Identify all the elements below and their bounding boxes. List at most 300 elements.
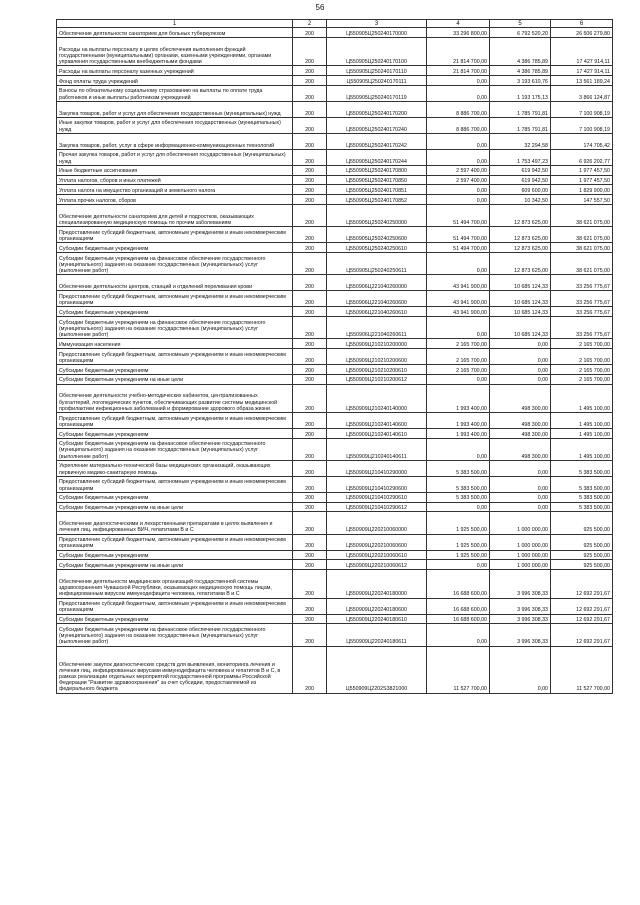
approved-amount: 0,00 bbox=[427, 149, 490, 165]
unexecuted-amount: 925 500,00 bbox=[551, 560, 613, 570]
column-header: 2 bbox=[293, 20, 327, 28]
budget-item-name: Обеспечение диагностическими и лекарственными препаратами в целях выявления и лечения лиц, инфицированных ВИЧ, гепатитами В и С bbox=[57, 512, 293, 534]
table-row bbox=[57, 243, 613, 253]
budget-item-name: Укрепление материально-технической базы медицинских организаций, оказывающих первичную медико-санитарную помощь bbox=[57, 460, 293, 476]
classification-code: Ц550905Ц250240170110 bbox=[327, 66, 427, 76]
budget-item-name: Расходы на выплаты персоналу в целях обеспечения выполнения функций государственными (муниципальными) органами, казенными учреждениями, органами управления государственными внебюджетными фондами bbox=[57, 37, 293, 65]
approved-amount: 16 688 600,00 bbox=[427, 598, 490, 614]
unexecuted-amount: 1 495 100,00 bbox=[551, 438, 613, 460]
approved-amount: 0,00 bbox=[427, 185, 490, 195]
executed-amount: 1 753 497,23 bbox=[490, 149, 551, 165]
executed-amount: 12 873 625,00 bbox=[490, 252, 551, 274]
line-code: 200 bbox=[293, 204, 327, 226]
budget-item-name: Обеспечение деятельности медицинских организаций государственной системы здравоохранения Чувашской Республики, оказывающих медицинскую помощь лицам, инфицированным вирусом иммунодефицита человека, гепатитами В и С bbox=[57, 570, 293, 598]
classification-code: Ц550909Ц220240180611 bbox=[327, 624, 427, 646]
line-code: 200 bbox=[293, 348, 327, 364]
table-row bbox=[57, 227, 613, 243]
classification-code: Ц550906Ц221040260600 bbox=[327, 291, 427, 307]
line-code: 200 bbox=[293, 614, 327, 624]
classification-code: Ц550905Ц250240250000 bbox=[327, 204, 427, 226]
approved-amount: 43 941 900,00 bbox=[427, 307, 490, 317]
budget-item-name: Предоставление субсидий бюджетным, автономным учреждениям и иным некоммерческим организациям bbox=[57, 348, 293, 364]
executed-amount: 0,00 bbox=[490, 502, 551, 512]
classification-code: Ц550909Ц220240180000 bbox=[327, 570, 427, 598]
line-code: 200 bbox=[293, 598, 327, 614]
classification-code: Ц550906Ц221040260000 bbox=[327, 275, 427, 291]
line-code: 200 bbox=[293, 227, 327, 243]
approved-amount: 1 925 500,00 bbox=[427, 512, 490, 534]
table-row bbox=[57, 339, 613, 349]
line-code: 200 bbox=[293, 534, 327, 550]
table-row bbox=[57, 165, 613, 175]
budget-item-name: Субсидии бюджетным учреждениям на финансовое обеспечение государственного (муниципального) задания на оказание государственных (муниципальных) услуг (выполнение работ) bbox=[57, 252, 293, 274]
unexecuted-amount: 2 165 700,00 bbox=[551, 348, 613, 364]
approved-amount: 2 165 700,00 bbox=[427, 339, 490, 349]
line-code: 200 bbox=[293, 66, 327, 76]
executed-amount: 10 685 124,33 bbox=[490, 275, 551, 291]
approved-amount: 21 814 700,00 bbox=[427, 66, 490, 76]
unexecuted-amount: 38 621 075,00 bbox=[551, 252, 613, 274]
table-row bbox=[57, 384, 613, 412]
classification-code: Ц550905Ц250240170000 bbox=[327, 28, 427, 38]
executed-amount: 12 873 625,00 bbox=[490, 204, 551, 226]
executed-amount: 498 300,00 bbox=[490, 428, 551, 438]
executed-amount: 1 785 791,81 bbox=[490, 117, 551, 133]
unexecuted-amount: 1 977 457,50 bbox=[551, 165, 613, 175]
approved-amount: 21 814 700,00 bbox=[427, 37, 490, 65]
budget-item-name: Субсидии бюджетным учреждениям bbox=[57, 364, 293, 374]
classification-code: Ц550905Ц250240170240 bbox=[327, 117, 427, 133]
line-code: 200 bbox=[293, 339, 327, 349]
executed-amount: 0,00 bbox=[490, 339, 551, 349]
table-row bbox=[57, 175, 613, 185]
budget-item-name: Обеспечение деятельности центров, станций и отделений переливания крови bbox=[57, 275, 293, 291]
table-row bbox=[57, 614, 613, 624]
line-code: 200 bbox=[293, 428, 327, 438]
line-code: 200 bbox=[293, 275, 327, 291]
approved-amount: 1 925 500,00 bbox=[427, 534, 490, 550]
unexecuted-amount: 3 866 124,87 bbox=[551, 85, 613, 101]
approved-amount: 51 494 700,00 bbox=[427, 243, 490, 253]
approved-amount: 0,00 bbox=[427, 316, 490, 338]
unexecuted-amount: 925 500,00 bbox=[551, 512, 613, 534]
unexecuted-amount: 925 500,00 bbox=[551, 550, 613, 560]
classification-code: Ц550909Ц210210200612 bbox=[327, 374, 427, 384]
line-code: 200 bbox=[293, 550, 327, 560]
budget-item-name: Уплата налога на имущество организаций и земельного налога bbox=[57, 185, 293, 195]
executed-amount: 0,00 bbox=[490, 492, 551, 502]
executed-amount: 0,00 bbox=[490, 348, 551, 364]
table-row bbox=[57, 374, 613, 384]
unexecuted-amount: 2 165 700,00 bbox=[551, 339, 613, 349]
line-code: 200 bbox=[293, 101, 327, 117]
executed-amount: 10 685 124,33 bbox=[490, 316, 551, 338]
approved-amount: 0,00 bbox=[427, 195, 490, 205]
unexecuted-amount: 11 527 700,00 bbox=[551, 646, 613, 693]
budget-item-name: Субсидии бюджетным учреждениям bbox=[57, 550, 293, 560]
budget-item-name: Иные закупки товаров, работ и услуг для обеспечения государственных (муниципальных) нужд bbox=[57, 117, 293, 133]
approved-amount: 11 527 700,00 bbox=[427, 646, 490, 693]
approved-amount: 0,00 bbox=[427, 438, 490, 460]
executed-amount: 3 996 308,33 bbox=[490, 598, 551, 614]
unexecuted-amount: 33 256 775,67 bbox=[551, 291, 613, 307]
unexecuted-amount: 12 692 291,67 bbox=[551, 598, 613, 614]
line-code: 200 bbox=[293, 316, 327, 338]
unexecuted-amount: 33 256 775,67 bbox=[551, 307, 613, 317]
line-code: 200 bbox=[293, 374, 327, 384]
table-row bbox=[57, 646, 613, 693]
executed-amount: 0,00 bbox=[490, 646, 551, 693]
executed-amount: 12 873 625,00 bbox=[490, 227, 551, 243]
budget-item-name: Иные бюджетные ассигнования bbox=[57, 165, 293, 175]
budget-item-name: Обеспечение деятельности санаториев для детей и подростков, оказывающих специализированную медицинскую помощь по прочим заболеваниям bbox=[57, 204, 293, 226]
table-row bbox=[57, 275, 613, 291]
unexecuted-amount: 5 383 500,00 bbox=[551, 460, 613, 476]
line-code: 200 bbox=[293, 175, 327, 185]
classification-code: Ц550909Ц210210200610 bbox=[327, 364, 427, 374]
executed-amount: 10 342,50 bbox=[490, 195, 551, 205]
unexecuted-amount: 7 100 908,19 bbox=[551, 117, 613, 133]
table-row bbox=[57, 492, 613, 502]
table-body bbox=[57, 28, 613, 694]
budget-item-name: Субсидии бюджетным учреждениям bbox=[57, 492, 293, 502]
executed-amount: 1 193 175,13 bbox=[490, 85, 551, 101]
budget-item-name: Субсидии бюджетным учреждениям bbox=[57, 243, 293, 253]
budget-item-name: Фонд оплаты труда учреждений bbox=[57, 75, 293, 85]
classification-code: Ц550905Ц250240170852 bbox=[327, 195, 427, 205]
executed-amount: 609 600,00 bbox=[490, 185, 551, 195]
classification-code: Ц550909Ц220240180610 bbox=[327, 614, 427, 624]
classification-code: Ц550905Ц250240170119 bbox=[327, 85, 427, 101]
unexecuted-amount: 12 692 291,67 bbox=[551, 624, 613, 646]
line-code: 200 bbox=[293, 85, 327, 101]
classification-code: Ц550905Ц250240170242 bbox=[327, 133, 427, 149]
budget-item-name: Иммунизация населения bbox=[57, 339, 293, 349]
table-row bbox=[57, 476, 613, 492]
classification-code: Ц550909Ц210240140611 bbox=[327, 438, 427, 460]
unexecuted-amount: 38 621 075,00 bbox=[551, 227, 613, 243]
budget-item-name: Субсидии бюджетным учреждениям на иные цели bbox=[57, 560, 293, 570]
classification-code: Ц550905Ц250240250600 bbox=[327, 227, 427, 243]
budget-item-name: Обеспечение закупок диагностических средств для выявления, мониторинга лечения и лечения лиц, инфицированных вирусами иммунодефицита человека и гепатитов В и С, в рамках реализации отдельных мероприятий государственной программы Российской Федерации "Развитие здравоохранения" за счет субсидии, предоставляемой из федерального бюджета bbox=[57, 646, 293, 693]
table-row bbox=[57, 85, 613, 101]
line-code: 200 bbox=[293, 165, 327, 175]
table-row bbox=[57, 624, 613, 646]
classification-code: Ц550905Ц250240170100 bbox=[327, 37, 427, 65]
table-row bbox=[57, 252, 613, 274]
line-code: 200 bbox=[293, 243, 327, 253]
executed-amount: 6 792 520,20 bbox=[490, 28, 551, 38]
classification-code: Ц550909Ц2202S3821000 bbox=[327, 646, 427, 693]
table-row bbox=[57, 204, 613, 226]
executed-amount: 498 300,00 bbox=[490, 384, 551, 412]
executed-amount: 0,00 bbox=[490, 460, 551, 476]
classification-code: Ц550909Ц210240140000 bbox=[327, 384, 427, 412]
line-code: 200 bbox=[293, 460, 327, 476]
line-code: 200 bbox=[293, 185, 327, 195]
approved-amount: 1 993 400,00 bbox=[427, 428, 490, 438]
unexecuted-amount: 5 383 500,00 bbox=[551, 502, 613, 512]
executed-amount: 0,00 bbox=[490, 374, 551, 384]
budget-item-name: Предоставление субсидий бюджетным, автономным учреждениям и иным некоммерческим организациям bbox=[57, 598, 293, 614]
unexecuted-amount: 2 165 700,00 bbox=[551, 374, 613, 384]
table-row bbox=[57, 316, 613, 338]
table-row bbox=[57, 66, 613, 76]
approved-amount: 0,00 bbox=[427, 560, 490, 570]
unexecuted-amount: 13 561 189,24 bbox=[551, 75, 613, 85]
classification-code: Ц550909Ц210210200000 bbox=[327, 339, 427, 349]
classification-code: Ц550906Ц221040260610 bbox=[327, 307, 427, 317]
executed-amount: 0,00 bbox=[490, 476, 551, 492]
unexecuted-amount: 33 256 775,67 bbox=[551, 275, 613, 291]
line-code: 200 bbox=[293, 364, 327, 374]
table-row bbox=[57, 570, 613, 598]
approved-amount: 1 925 500,00 bbox=[427, 550, 490, 560]
approved-amount: 33 296 800,00 bbox=[427, 28, 490, 38]
classification-code: Ц550909Ц220240180600 bbox=[327, 598, 427, 614]
column-header: 3 bbox=[327, 20, 427, 28]
executed-amount: 1 000 000,00 bbox=[490, 534, 551, 550]
unexecuted-amount: 2 165 700,00 bbox=[551, 364, 613, 374]
unexecuted-amount: 33 256 775,67 bbox=[551, 316, 613, 338]
table-row bbox=[57, 412, 613, 428]
column-number-header-row bbox=[57, 20, 613, 28]
budget-execution-table bbox=[56, 19, 613, 694]
column-header: 1 bbox=[57, 20, 293, 28]
table-row bbox=[57, 502, 613, 512]
line-code: 200 bbox=[293, 195, 327, 205]
executed-amount: 10 685 124,33 bbox=[490, 307, 551, 317]
line-code: 200 bbox=[293, 28, 327, 38]
unexecuted-amount: 925 500,00 bbox=[551, 534, 613, 550]
approved-amount: 0,00 bbox=[427, 624, 490, 646]
table-row bbox=[57, 598, 613, 614]
table-row bbox=[57, 195, 613, 205]
classification-code: Ц550909Ц210210200600 bbox=[327, 348, 427, 364]
unexecuted-amount: 17 427 914,11 bbox=[551, 37, 613, 65]
budget-item-name: Субсидии бюджетным учреждениям bbox=[57, 307, 293, 317]
approved-amount: 5 383 500,00 bbox=[427, 476, 490, 492]
approved-amount: 43 941 900,00 bbox=[427, 275, 490, 291]
approved-amount: 0,00 bbox=[427, 502, 490, 512]
executed-amount: 32 294,58 bbox=[490, 133, 551, 149]
classification-code: Ц550909Ц210410290612 bbox=[327, 502, 427, 512]
table-row bbox=[57, 149, 613, 165]
line-code: 200 bbox=[293, 502, 327, 512]
column-header: 6 bbox=[551, 20, 613, 28]
unexecuted-amount: 7 100 908,19 bbox=[551, 101, 613, 117]
unexecuted-amount: 5 383 500,00 bbox=[551, 476, 613, 492]
executed-amount: 498 300,00 bbox=[490, 412, 551, 428]
unexecuted-amount: 174 705,42 bbox=[551, 133, 613, 149]
executed-amount: 3 996 308,33 bbox=[490, 614, 551, 624]
budget-item-name: Субсидии бюджетным учреждениям на финансовое обеспечение государственного (муниципального) задания на оказание государственных (муниципальных) услуг (выполнение работ) bbox=[57, 624, 293, 646]
table-row bbox=[57, 307, 613, 317]
approved-amount: 43 941 900,00 bbox=[427, 291, 490, 307]
line-code: 200 bbox=[293, 75, 327, 85]
executed-amount: 619 942,50 bbox=[490, 175, 551, 185]
table-row bbox=[57, 550, 613, 560]
classification-code: Ц550905Ц250240250611 bbox=[327, 252, 427, 274]
line-code: 200 bbox=[293, 291, 327, 307]
budget-item-name: Закупка товаров, работ и услуг для обеспечения государственных (муниципальных) нужд bbox=[57, 101, 293, 117]
approved-amount: 1 993 400,00 bbox=[427, 412, 490, 428]
table-row bbox=[57, 291, 613, 307]
table-row bbox=[57, 428, 613, 438]
executed-amount: 619 942,50 bbox=[490, 165, 551, 175]
unexecuted-amount: 1 495 100,00 bbox=[551, 412, 613, 428]
classification-code: Ц550909Ц210240140600 bbox=[327, 412, 427, 428]
table-row bbox=[57, 364, 613, 374]
executed-amount: 1 000 000,00 bbox=[490, 550, 551, 560]
classification-code: Ц550909Ц210240140610 bbox=[327, 428, 427, 438]
classification-code: Ц550905Ц250240250610 bbox=[327, 243, 427, 253]
executed-amount: 12 873 625,00 bbox=[490, 243, 551, 253]
approved-amount: 16 688 600,00 bbox=[427, 570, 490, 598]
column-header: 5 bbox=[490, 20, 551, 28]
unexecuted-amount: 12 692 291,67 bbox=[551, 570, 613, 598]
classification-code: Ц550909Ц210410290610 bbox=[327, 492, 427, 502]
budget-item-name: Расходы на выплаты персоналу казенных учреждений bbox=[57, 66, 293, 76]
approved-amount: 0,00 bbox=[427, 75, 490, 85]
unexecuted-amount: 12 692 291,67 bbox=[551, 614, 613, 624]
budget-item-name: Субсидии бюджетным учреждениям bbox=[57, 428, 293, 438]
table-row bbox=[57, 348, 613, 364]
line-code: 200 bbox=[293, 570, 327, 598]
approved-amount: 51 494 700,00 bbox=[427, 204, 490, 226]
executed-amount: 498 300,00 bbox=[490, 438, 551, 460]
classification-code: Ц550905Ц250240170850 bbox=[327, 175, 427, 185]
table-row bbox=[57, 438, 613, 460]
approved-amount: 2 597 400,00 bbox=[427, 175, 490, 185]
table-row bbox=[57, 534, 613, 550]
budget-item-name: Обеспечение деятельности санаториев для больных туберкулезом bbox=[57, 28, 293, 38]
approved-amount: 0,00 bbox=[427, 133, 490, 149]
table-row bbox=[57, 185, 613, 195]
executed-amount: 3 193 610,76 bbox=[490, 75, 551, 85]
executed-amount: 10 685 124,33 bbox=[490, 291, 551, 307]
line-code: 200 bbox=[293, 384, 327, 412]
table-row bbox=[57, 560, 613, 570]
table-row bbox=[57, 101, 613, 117]
unexecuted-amount: 147 557,50 bbox=[551, 195, 613, 205]
line-code: 200 bbox=[293, 37, 327, 65]
table-row bbox=[57, 512, 613, 534]
line-code: 200 bbox=[293, 307, 327, 317]
classification-code: Ц550905Ц250240170111 bbox=[327, 75, 427, 85]
classification-code: Ц550905Ц250240170200 bbox=[327, 101, 427, 117]
executed-amount: 3 996 308,33 bbox=[490, 570, 551, 598]
budget-item-name: Субсидии бюджетным учреждениям bbox=[57, 614, 293, 624]
executed-amount: 1 000 000,00 bbox=[490, 512, 551, 534]
approved-amount: 51 494 700,00 bbox=[427, 227, 490, 243]
line-code: 200 bbox=[293, 560, 327, 570]
unexecuted-amount: 1 495 100,00 bbox=[551, 384, 613, 412]
budget-item-name: Предоставление субсидий бюджетным, автономным учреждениям и иным некоммерческим организациям bbox=[57, 227, 293, 243]
executed-amount: 4 386 785,89 bbox=[490, 66, 551, 76]
budget-item-name: Субсидии бюджетным учреждениям на иные цели bbox=[57, 374, 293, 384]
line-code: 200 bbox=[293, 438, 327, 460]
line-code: 200 bbox=[293, 117, 327, 133]
approved-amount: 1 993 400,00 bbox=[427, 384, 490, 412]
approved-amount: 8 886 700,00 bbox=[427, 101, 490, 117]
budget-item-name: Субсидии бюджетным учреждениям на финансовое обеспечение государственного (муниципального) задания на оказание государственных (муниципальных) услуг (выполнение работ) bbox=[57, 438, 293, 460]
unexecuted-amount: 38 621 075,00 bbox=[551, 243, 613, 253]
unexecuted-amount: 26 506 279,80 bbox=[551, 28, 613, 38]
classification-code: Ц550909Ц210410290600 bbox=[327, 476, 427, 492]
line-code: 200 bbox=[293, 624, 327, 646]
budget-item-name: Предоставление субсидий бюджетным, автономным учреждениям и иным некоммерческим организациям bbox=[57, 534, 293, 550]
table-row bbox=[57, 117, 613, 133]
line-code: 200 bbox=[293, 149, 327, 165]
table-row bbox=[57, 28, 613, 38]
executed-amount: 4 386 785,89 bbox=[490, 37, 551, 65]
executed-amount: 1 785 791,81 bbox=[490, 101, 551, 117]
line-code: 200 bbox=[293, 492, 327, 502]
budget-item-name: Предоставление субсидий бюджетным, автономным учреждениям и иным некоммерческим организациям bbox=[57, 412, 293, 428]
line-code: 200 bbox=[293, 133, 327, 149]
unexecuted-amount: 1 829 900,00 bbox=[551, 185, 613, 195]
line-code: 200 bbox=[293, 252, 327, 274]
line-code: 200 bbox=[293, 646, 327, 693]
approved-amount: 2 165 700,00 bbox=[427, 348, 490, 364]
classification-code: Ц550905Ц250240170851 bbox=[327, 185, 427, 195]
classification-code: Ц550909Ц220210060000 bbox=[327, 512, 427, 534]
executed-amount: 3 996 308,33 bbox=[490, 624, 551, 646]
table-row bbox=[57, 75, 613, 85]
classification-code: Ц550909Ц210410290000 bbox=[327, 460, 427, 476]
approved-amount: 16 688 600,00 bbox=[427, 614, 490, 624]
page-number: 56 bbox=[315, 3, 325, 12]
executed-amount: 1 000 000,00 bbox=[490, 560, 551, 570]
approved-amount: 5 383 500,00 bbox=[427, 460, 490, 476]
table-row bbox=[57, 37, 613, 65]
classification-code: Ц550906Ц221040260611 bbox=[327, 316, 427, 338]
approved-amount: 8 886 700,00 bbox=[427, 117, 490, 133]
classification-code: Ц550909Ц220210060600 bbox=[327, 534, 427, 550]
unexecuted-amount: 1 495 100,00 bbox=[551, 428, 613, 438]
budget-item-name: Субсидии бюджетным учреждениям на иные цели bbox=[57, 502, 293, 512]
executed-amount: 0,00 bbox=[490, 364, 551, 374]
unexecuted-amount: 17 427 914,11 bbox=[551, 66, 613, 76]
table-row bbox=[57, 133, 613, 149]
unexecuted-amount: 1 977 457,50 bbox=[551, 175, 613, 185]
budget-item-name: Закупка товаров, работ, услуг в сфере информационно-коммуникационных технологий bbox=[57, 133, 293, 149]
unexecuted-amount: 6 926 202,77 bbox=[551, 149, 613, 165]
budget-item-name: Прочая закупка товаров, работ и услуг для обеспечения государственных (муниципальных) нужд bbox=[57, 149, 293, 165]
budget-item-name: Предоставление субсидий бюджетным, автономным учреждениям и иным некоммерческим организациям bbox=[57, 476, 293, 492]
budget-item-name: Предоставление субсидий бюджетным, автономным учреждениям и иным некоммерческим организациям bbox=[57, 291, 293, 307]
budget-item-name: Уплата налогов, сборов и иных платежей bbox=[57, 175, 293, 185]
line-code: 200 bbox=[293, 412, 327, 428]
budget-item-name: Уплата прочих налогов, сборов bbox=[57, 195, 293, 205]
unexecuted-amount: 38 621 075,00 bbox=[551, 204, 613, 226]
budget-item-name: Обеспечение деятельности учебно-методических кабинетов, централизованных бухгалтерий, логопедических пунктов, обеспечивающих развитие системы медицинской профилактики инфекционных заболеваний и формирование здорового образа жизни bbox=[57, 384, 293, 412]
line-code: 200 bbox=[293, 512, 327, 534]
approved-amount: 0,00 bbox=[427, 85, 490, 101]
table-row bbox=[57, 460, 613, 476]
column-header: 4 bbox=[427, 20, 490, 28]
classification-code: Ц550905Ц250240170800 bbox=[327, 165, 427, 175]
budget-item-name: Субсидии бюджетным учреждениям на финансовое обеспечение государственного (муниципального) задания на оказание государственных (муниципальных) услуг (выполнение работ) bbox=[57, 316, 293, 338]
classification-code: Ц550909Ц220210060612 bbox=[327, 560, 427, 570]
classification-code: Ц550905Ц250240170244 bbox=[327, 149, 427, 165]
approved-amount: 5 383 500,00 bbox=[427, 492, 490, 502]
approved-amount: 0,00 bbox=[427, 374, 490, 384]
classification-code: Ц550909Ц220210060610 bbox=[327, 550, 427, 560]
unexecuted-amount: 5 383 500,00 bbox=[551, 492, 613, 502]
line-code: 200 bbox=[293, 476, 327, 492]
